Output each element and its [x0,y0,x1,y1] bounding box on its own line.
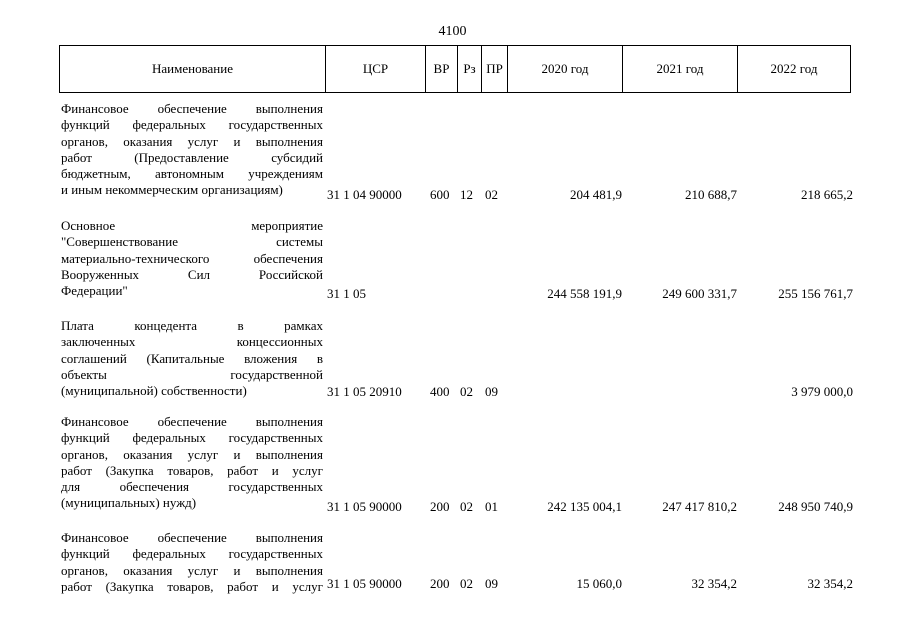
row-2022: 248 950 740,9 [778,499,853,514]
row-csr: 31 1 05 [327,286,366,301]
name-line: (муниципальной) собственности) [61,383,247,398]
row-rz: 12 [460,187,473,202]
table-row [0,101,905,205]
name-line: бюджетным, автономным учреждениям [61,166,323,181]
row-pr: 09 [485,576,498,591]
name-line: функций федеральных государственных [61,546,323,562]
name-line: органов, оказания услуг и выполнения [61,562,323,578]
header-pr: ПР [482,46,508,92]
name-line: Плата концедента в рамках [61,318,323,333]
row-name [61,414,323,512]
name-line: для обеспечения государственных [61,479,323,494]
name-line: функций федеральных государственных [61,117,323,133]
row-rz: 02 [460,576,473,591]
name-line: Основное мероприятие [61,218,323,233]
header-vr: ВР [426,46,458,92]
row-vr: 400 [430,384,450,399]
name-line: органов, оказания услуг и выполнения [61,133,323,149]
row-pr: 09 [485,384,498,399]
header-csr: ЦСР [326,46,426,92]
row-vr: 600 [430,187,450,202]
row-2021: 247 417 810,2 [662,499,737,514]
row-rz: 02 [460,384,473,399]
row-2021: 210 688,7 [685,187,737,202]
row-pr: 01 [485,499,498,514]
name-line: (муниципальных) нужд) [61,495,197,511]
name-line: работ (Предоставление субсидий [61,149,323,165]
row-csr: 31 1 05 20910 [327,384,402,399]
page-number: 4100 [438,24,467,39]
row-name [61,318,323,399]
table-row [0,530,905,600]
name-line: "Совершенствование системы [61,234,323,250]
header-2021: 2021 год [623,46,738,92]
row-csr: 31 1 04 90000 [327,187,402,202]
table-row [0,414,905,518]
name-line: заключенных концессионных [61,334,323,350]
name-line: Федерации" [61,283,128,298]
name-line: органов, оказания услуг и выполнения [61,446,323,462]
row-2021: 32 354,2 [691,576,737,591]
row-rz: 02 [460,499,473,514]
row-name [61,530,323,595]
row-2022: 255 156 761,7 [778,286,853,301]
header-name: Наименование [60,46,326,92]
row-2020: 204 481,9 [570,187,622,202]
name-line: Финансовое обеспечение выполнения [61,530,323,545]
header-2022: 2022 год [770,61,818,76]
name-line: работ (Закупка товаров, работ и услуг [61,578,323,594]
row-vr: 200 [430,499,450,514]
name-line: функций федеральных государственных [61,430,323,446]
table-header [59,45,851,93]
name-line: соглашений (Капитальные вложения в [61,350,323,366]
row-2022: 218 665,2 [801,187,853,202]
row-csr: 31 1 05 90000 [327,576,402,591]
table-row [0,318,905,404]
row-csr: 31 1 05 90000 [327,499,402,514]
header-2020: 2020 год [508,46,623,92]
row-2020: 244 558 191,9 [547,286,622,301]
row-2020: 15 060,0 [576,576,622,591]
row-name [61,218,323,299]
table-row [0,218,905,304]
name-line: материально-технического обеспечения [61,250,323,266]
name-line: Финансовое обеспечение выполнения [61,414,323,429]
name-line: работ (Закупка товаров, работ и услуг [61,462,323,478]
row-pr: 02 [485,187,498,202]
row-vr: 200 [430,576,450,591]
name-line: Вооруженных Сил Российской [61,266,323,282]
row-2020: 242 135 004,1 [547,499,622,514]
row-name [61,101,323,199]
name-line: и иным некоммерческим организациям) [61,182,283,198]
header-rz: Рз [458,46,482,92]
name-line: Финансовое обеспечение выполнения [61,101,323,116]
name-line: объекты государственной [61,366,323,382]
row-2022: 3 979 000,0 [791,384,853,399]
row-2021: 249 600 331,7 [662,286,737,301]
row-2022: 32 354,2 [807,576,853,591]
